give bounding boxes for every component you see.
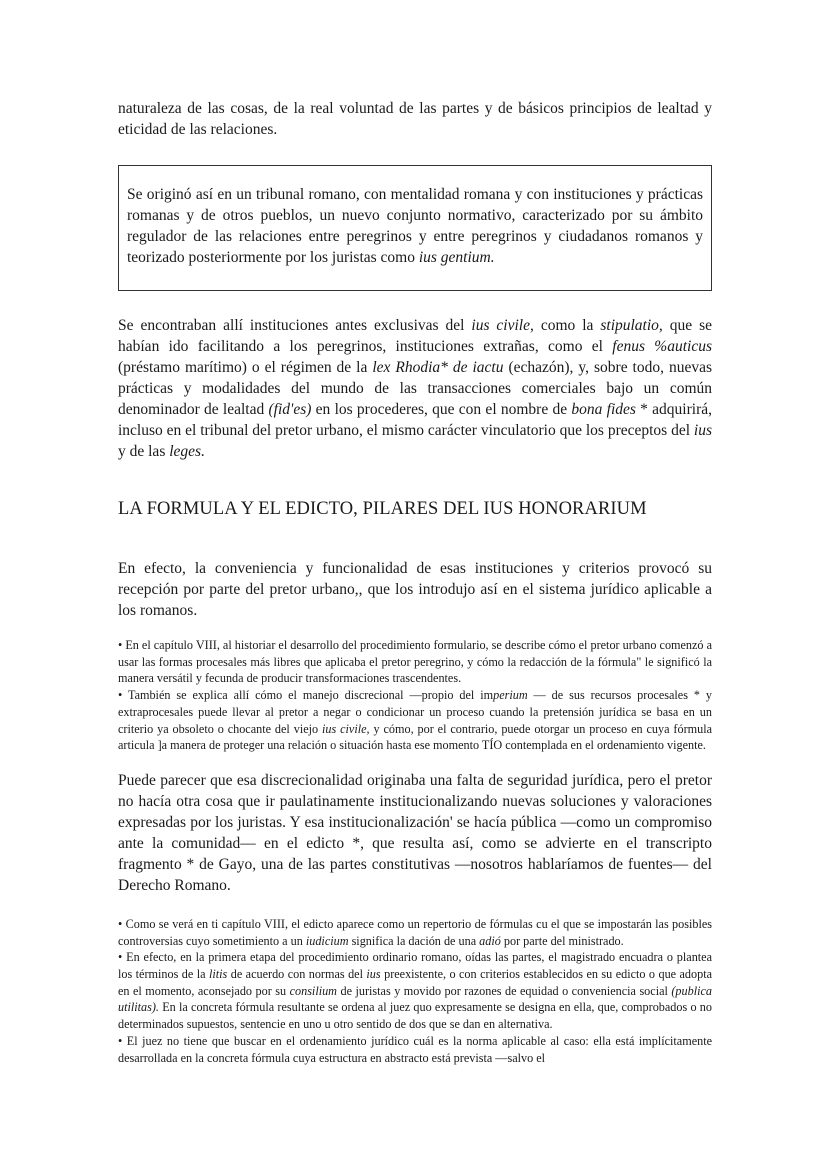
- notes-block-2: [118, 916, 712, 1066]
- note-item: • También se explica allí cómo el manejo discrecional —propio del imperium — de sus recursos procesales * y extraprocesales puede llevar al pretor a negar o condicionar un proceso cuando la pretensión jurídica se basa en un criterio ya obsoleto o chocante del viejo ius civile, y cómo, por el contrario, puede otorgar un proceso en cuya fórmula articula ]a manera de proteger una relación o situación hasta ese momento TÍO contemplada en el ordenamiento vigente.: [118, 688, 713, 753]
- note-item: • En el capítulo VIII, al historiar el desarrollo del procedimiento formulario, se describe cómo el pretor urbano comenzó a usar las formas procesales más libres que aplicaba el pretor peregrino, y cómo la redacción de la fórmula" le significó la manera versátil y fecunda de producir transformaciones trascendentes.: [118, 638, 712, 686]
- boxed-paragraph: [118, 165, 712, 291]
- note-item: • Como se verá en ti capítulo VIII, el edicto aparece como un repertorio de fórmulas cu el que se impostarán las posibles controversias cuyo sometimiento a un iudicium significa la dación de una adió por parte del ministrado.: [118, 916, 712, 948]
- boxed-text: Se originó así en un tribunal romano, con mentalidad romana y con instituciones y prácticas romanas y de otros pueblos, un nuevo conjunto normativo, caracterizado por su ámbito regulador de las relaciones entre peregrinos y entre peregrinos y ciudadanos romanos y teorizado posteriormente por los juristas como ius gentium.: [127, 186, 703, 266]
- term-ius-gentium: ius gentium.: [418, 249, 495, 266]
- note-item: • En efecto, en la primera etapa del procedimiento ordinario romano, oídas las partes, el magistrado encuadra o plantea los términos de la litis de acuerdo con normas del ius preexistente, o con criterios establecidos en su edicto o que adopta en el momento, aconsejado por su consilium de juristas y movido por razones de equidad o conveniencia social (publica utilitas). En la concreta fórmula resultante se ordena al juez quo expresamente se designa en ella, que, comprobados o no determinados supuestos, sentencie en uno u otro sentido de dos que se dan en alternativa.: [118, 950, 713, 1032]
- document-page: [118, 98, 712, 1066]
- note-item: • El juez no tiene que buscar en el ordenamiento jurídico cuál es la norma aplicable al caso: ella está implícitamente desarrollada en la concreta fórmula cuya estructura en abstracto está prevista —salvo el: [118, 1033, 712, 1065]
- paragraph-discretion: Puede parecer que esa discrecionalidad originaba una falta de seguridad jurídica, pero el pretor no hacía otra cosa que ir paulatinamente institucionalizando nuevas soluciones y valoraciones expresadas por los juristas. Y esa institucionalización' se hacía pública —como un compromiso ante la comunidad— en el edicto *, que resulta así, como se advierte en el transcripto fragmento * de Gayo, una de las partes constitutivas —nosotros hablaríamos de fuentes— del Derecho Romano.: [118, 771, 712, 894]
- notes-block-1: [118, 637, 712, 754]
- paragraph-reception: En efecto, la conveniencia y funcionalidad de esas instituciones y criterios provocó su recepción por parte del pretor urbano,, que los introdujo así en el sistema jurídico aplicable a los romanos.: [118, 560, 712, 619]
- section-heading: LA FORMULA Y EL EDICTO, PILARES DEL IUS HONORARIUM: [118, 499, 647, 519]
- paragraph-intro: naturaleza de las cosas, de la real voluntad de las partes y de básicos principios de lealtad y eticidad de las relaciones.: [118, 100, 712, 138]
- paragraph-institutions: Se encontraban allí instituciones antes exclusivas del ius civile, como la stipulatio, que se habían ido facilitando a los peregrinos, instituciones extrañas, como el fenus %auticus (préstamo marítimo) o el régimen de la lex Rhodia* de iactu (echazón), y, sobre todo, nuevas prácticas y modalidades del mundo de las transacciones comerciales bajo un común denominador de lealtad (fid'es) en los procederes, que con el nombre de bona fides * adquirirá, incluso en el tribunal del pretor urbano, el mismo carácter vinculatorio que los preceptos del ius y de las leges.: [118, 317, 713, 460]
